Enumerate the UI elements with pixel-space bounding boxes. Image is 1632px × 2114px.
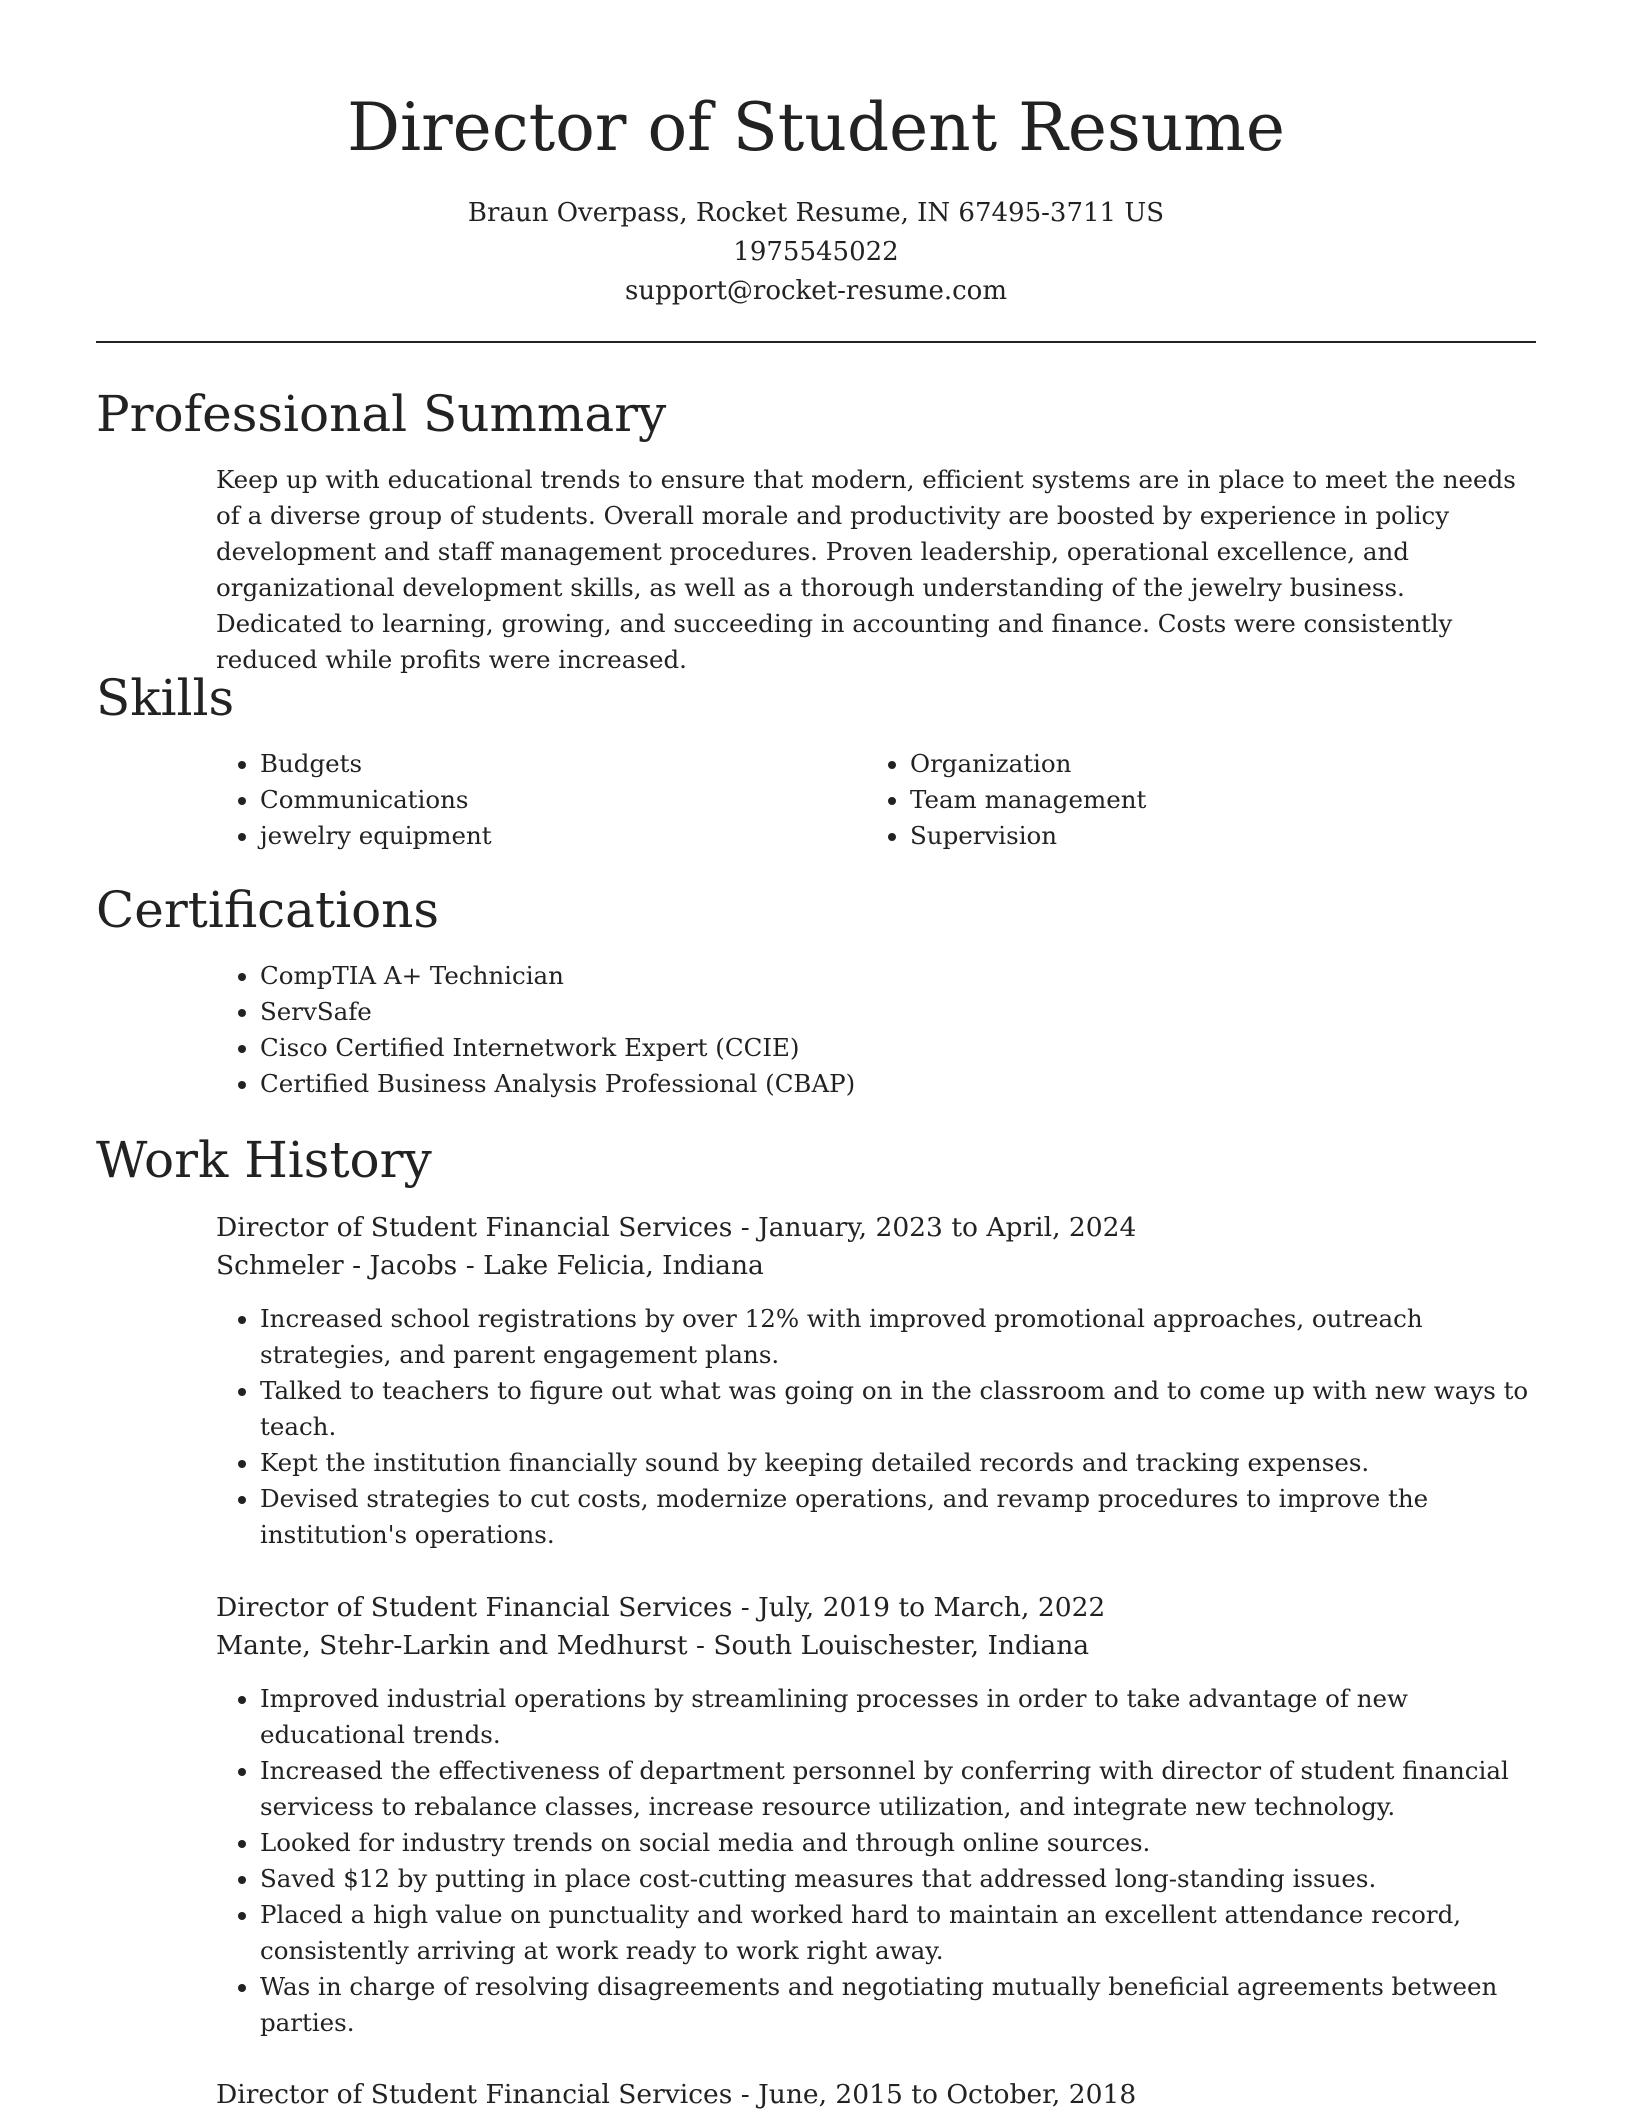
skill-item: • Supervision — [910, 818, 1516, 854]
job-bullet: • Improved industrial operations by streamlining processes in order to take advantage of new educational trends. — [260, 1681, 1536, 1753]
skills-heading: Skills — [96, 669, 235, 727]
job-bullet: • Increased school registrations by over 12% with improved promotional approaches, outreach strategies, and parent engagement plans. — [260, 1301, 1536, 1373]
skill-item: • Organization — [910, 746, 1516, 782]
resume-name: Director of Student Resume — [347, 89, 1285, 166]
certification-item: • ServSafe — [260, 994, 1536, 1030]
summary-text: Keep up with educational trends to ensure that modern, efficient systems are in place to meet the needs of a diverse group of students. Overall morale and productivity are boosted by experience in policy development and staff management procedures. Proven leadership, operational excellence, and organizational development skills, as well as a thorough understanding of the jewelry business. Dedicated to learning, growing, and succeeding in accounting and finance. Costs were consistently reduced while profits were increased. — [216, 465, 1516, 674]
skills-column-right — [866, 746, 1516, 854]
job-title-line: Director of Student Financial Services - June, 2015 to October, 2018 — [216, 2079, 1137, 2110]
job-company-line: Schmeler - Jacobs - Lake Felicia, Indiana — [216, 1250, 764, 1281]
job-company-line: Mante, Stehr-Larkin and Medhurst - South Louischester, Indiana — [216, 1630, 1090, 1661]
certification-item: • Certified Business Analysis Professional (CBAP) — [260, 1066, 1536, 1102]
contact-phone: 1975545022 — [733, 237, 899, 267]
contact-block — [0, 194, 1632, 311]
certification-item: • Cisco Certified Internetwork Expert (CCIE) — [260, 1030, 1536, 1066]
job-entry — [216, 1209, 1536, 1553]
job-bullet: • Looked for industry trends on social media and through online sources. — [260, 1825, 1536, 1861]
job-bullets — [216, 1681, 1536, 2041]
job-bullet: • Was in charge of resolving disagreements and negotiating mutually beneficial agreements between parties. — [260, 1969, 1536, 2041]
contact-email: support@rocket-resume.com — [624, 276, 1007, 306]
job-bullet: • Placed a high value on punctuality and worked hard to maintain an excellent attendance record, consistently arriving at work ready to work right away. — [260, 1897, 1536, 1969]
job-bullet: • Talked to teachers to figure out what was going on in the classroom and to come up with new ways to teach. — [260, 1373, 1536, 1445]
skill-item: • Budgets — [260, 746, 866, 782]
certification-item: • CompTIA A+ Technician — [260, 958, 1536, 994]
summary-heading: Professional Summary — [96, 385, 667, 443]
skill-item: • Team management — [910, 782, 1516, 818]
resume-header — [0, 0, 1632, 311]
skill-item: • Communications — [260, 782, 866, 818]
job-bullet: • Kept the institution financially sound by keeping detailed records and tracking expenses. — [260, 1445, 1536, 1481]
skill-item: • jewelry equipment — [260, 818, 866, 854]
job-entry — [216, 2076, 1536, 2114]
job-title-line: Director of Student Financial Services - January, 2023 to April, 2024 — [216, 1212, 1137, 1243]
skills-list — [216, 746, 1536, 854]
work-history-heading: Work History — [96, 1131, 432, 1189]
job-bullet: • Increased the effectiveness of department personnel by conferring with director of student financial servicess to rebalance classes, increase resource utilization, and integrate new technology. — [260, 1753, 1536, 1825]
header-divider — [96, 341, 1536, 343]
job-entry — [216, 1589, 1536, 2041]
contact-address: Braun Overpass, Rocket Resume, IN 67495-3711 US — [467, 198, 1165, 228]
certifications-heading: Certifications — [96, 881, 440, 939]
skills-column-left — [216, 746, 866, 854]
job-bullets — [216, 1301, 1536, 1553]
job-bullet: • Saved $12 by putting in place cost-cutting measures that addressed long-standing issues. — [260, 1861, 1536, 1897]
certifications-list — [216, 958, 1536, 1102]
job-title-line: Director of Student Financial Services - July, 2019 to March, 2022 — [216, 1592, 1106, 1623]
job-bullet: • Devised strategies to cut costs, modernize operations, and revamp procedures to improve the institution's operations. — [260, 1481, 1536, 1553]
